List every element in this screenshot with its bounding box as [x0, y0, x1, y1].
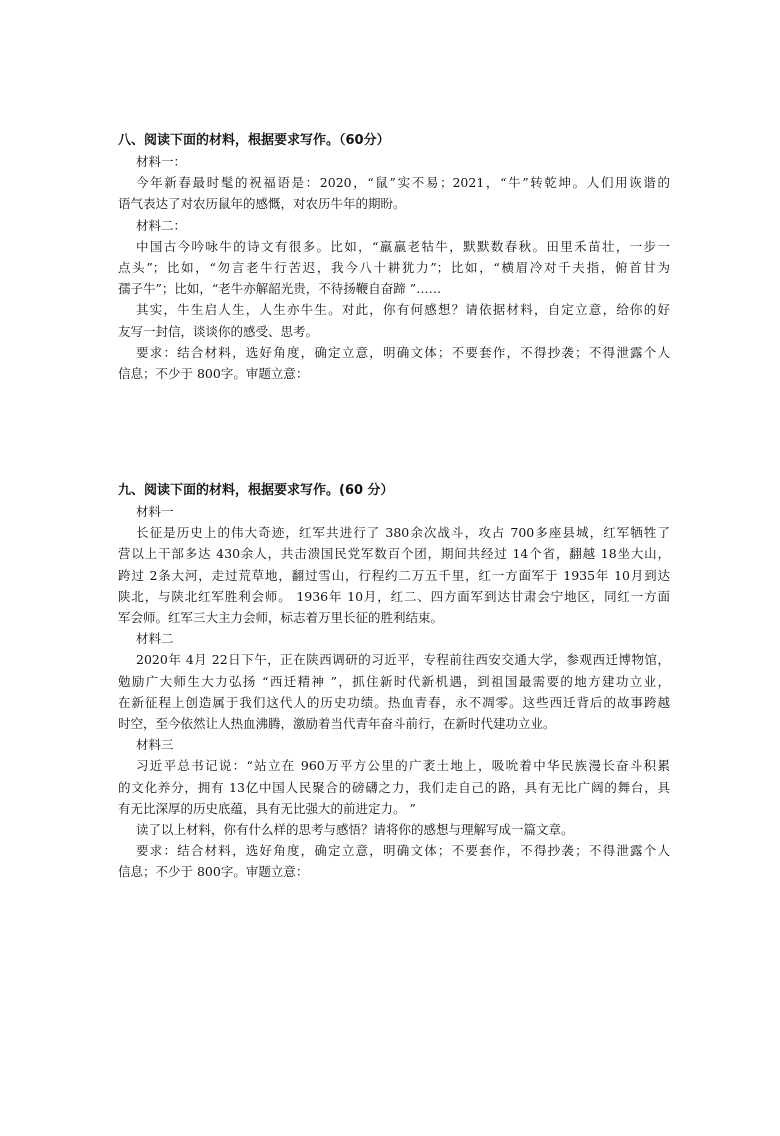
- section-9-material-2-line: 勉励广大师生大力弘扬 “西迁精神 ”，抓住新时代新机遇，到祖国最需要的地方建功立业，: [118, 673, 670, 689]
- section-9-material-1-line: 营以上干部多达 430余人，共击溃国民党军数百个团，期间共经过 14个省，翻越 18坐大山，: [118, 546, 670, 562]
- section-9-material-3-line: 的文化养分，拥有 13亿中国人民聚合的磅礴之力，我们走自己的路，具有无比广阔的舞台，具: [118, 779, 670, 795]
- section-8-prompt-line: 其实，牛生启人生，人生亦牛生。对此，你有何感想？请依据材料，自定立意，给你的好: [136, 302, 670, 318]
- section-8-material-2-line: 点头”；比如，“勿言老牛行苦迟，我今八十耕犹力”；比如，“横眉冷对千夫指，俯首甘为: [118, 260, 670, 276]
- section-8-material-2-line: 孺子牛”；比如，“老牛亦解韶光贵，不待扬鞭自奋蹄 ”……: [118, 281, 442, 297]
- section-9-prompt-line: 读了以上材料，你有什么样的思考与感悟？请将你的感想与理解写成一篇文章。: [136, 822, 574, 838]
- section-9-material-2-line: 时空，至今依然让人热血沸腾，激励着当代青年奋斗前行，在新时代建功立业。: [118, 716, 556, 732]
- section-9-material-1-line: 长征是历史上的伟大奇迹，红军共进行了 380余次战斗，攻占 700多座县城，红军牺牲了: [136, 525, 670, 541]
- section-9-requirement-line: 要求：结合材料，选好角度，确定立意，明确文体；不要套作，不得抄袭；不得泄露个人: [136, 843, 670, 859]
- section-9-material-2-line: 在新征程上创造属于我们这代人的历史功绩。热血青春，永不凋零。这些西迁背后的故事跨越: [118, 694, 670, 710]
- section-9-material-2-line: 2020年 4月 22日下午，正在陕西调研的习近平，专程前往西安交通大学，参观西迁博物馆，: [136, 652, 670, 668]
- section-8-material-1-label: 材料一：: [136, 154, 187, 169]
- section-8-material-2-label: 材料二：: [136, 217, 187, 233]
- section-8-material-1-line: 语气表达了对农历鼠年的感慨，对农历牛年的期盼。: [118, 196, 406, 212]
- section-9-material-1-line: 跨过 2条大河，走过荒草地，翻过雪山，行程约二万五千里，红一方面军于 1935年 10月到达: [118, 567, 670, 583]
- section-9-material-3-line: 有无比深厚的历史底蕴，具有无比强大的前进定力。 ”: [118, 800, 416, 816]
- section-8-prompt-line: 友写一封信，谈谈你的感受、思考。: [118, 323, 319, 339]
- section-9-material-2-label: 材料二: [136, 631, 174, 647]
- section-8-material-2-line: 中国古今吟咏牛的诗文有很多。比如，“羸羸老牯牛，默默数春秋。田里禾苗壮，一步一: [136, 238, 670, 254]
- section-9-material-1-label: 材料一: [136, 504, 174, 519]
- section-8-requirement-line: 信息；不少于 800字。审题立意：: [118, 366, 309, 382]
- section-8-requirement-line: 要求：结合材料，选好角度，确定立意，明确文体；不要套作，不得抄袭；不得泄露个人: [136, 344, 670, 360]
- section-9-material-3-line: 习近平总书记说：“站立在 960万平方公里的广袤土地上，吸吮着中华民族漫长奋斗积累: [136, 758, 670, 774]
- section-9-requirement-line: 信息；不少于 800字。审题立意：: [118, 864, 309, 880]
- section-9-material-1-line: 陕北，与陕北红军胜利会师。 1936年 10月，红二、四方面军到达甘肃会宁地区，同红一方面: [118, 588, 670, 604]
- section-9: [118, 480, 670, 883]
- section-8: [118, 130, 670, 384]
- section-8-heading: 八、阅读下面的材料，根据要求写作。（60分）: [118, 133, 390, 148]
- section-9-material-1-line: 军会师。红军三大主力会师，标志着万里长征的胜利结束。: [118, 610, 444, 626]
- section-8-material-1-line: 今年新春最时髦的祝福语是：2020，“鼠”实不易；2021，“牛”转乾坤。人们用诙谐的: [136, 175, 670, 191]
- section-9-heading: 九、阅读下面的材料，根据要求写作。(60 分）: [118, 483, 394, 498]
- section-9-material-3-label: 材料三: [136, 737, 174, 753]
